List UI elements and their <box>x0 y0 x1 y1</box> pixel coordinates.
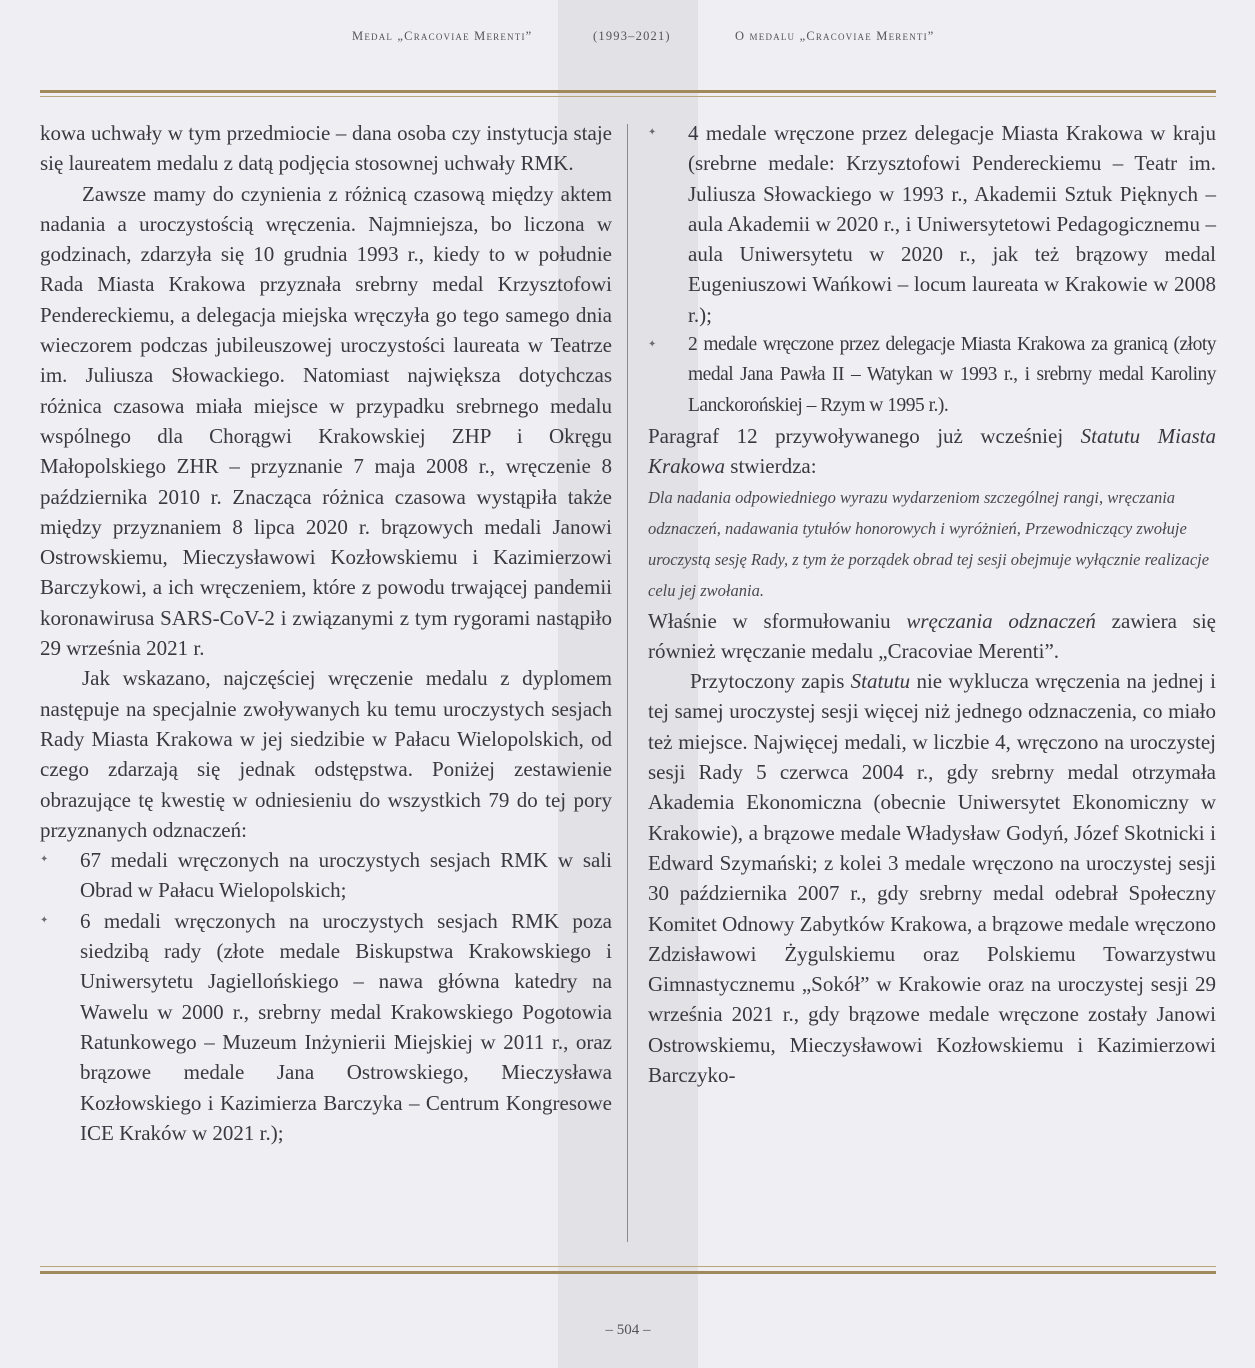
list-item: ✦ 67 medali wręczonych na uroczystych sesjach RMK w sali Obrad w Pałacu Wielopolskich; <box>40 845 612 906</box>
list-item: ✦ 4 medale wręczone przez delegacje Miasta Krakowa w kraju (srebrne medale: Krzysztofowi Pendereckiemu – Teatr im. Juliusza Słowackiego w 1993 r., Akademii Sztuk Pięknych – aula Akademii w 2020 r., i Uniwersytetowi Pedagogicznemu – aula Uniwersytetu w 2020 r., jak też brązowy medal Eugeniuszowi Wańkowi – locum laureata w Krakowie w 2008 r.); <box>648 118 1216 330</box>
multiple-medals-text-end: nie wyklucza wręczenia na jednej i tej samej uroczystej sesji więcej niż jednego odznaczenia, co miało też miejsce. Najwięcej medali, w liczbie 4, wręczono na uroczystej sesji Rady 5 czerwca 2004 r., gdy srebrny medal otrzymała Akademia Ekonomiczna (obecnie Uniwersytet Ekonomiczny w Krakowie), a brązowe medale Władysław Godyń, Józef Skotnicki i Edward Szymański; z kolei 3 medale wręczono na uroczystej sesji 30 października 2007 r., gdy srebrny medal odebrał Społeczny Komitet Odnowy Zabytków Krakowa, a brązowe medale wręczono Zdzisławowi Żygulskiemu oraz Polskiemu Towarzystwu Gimnastycznemu „Sokół” w Krakowie oraz na uroczystej sesji 29 września 2021 r., gdy brązowe medale wręczone zostały Janowi Ostrowskiemu, Mieczysławowi Kozłowskiemu i Kazimierzowi Barczyko- <box>648 669 1216 1088</box>
header-rule-thick <box>40 90 1216 93</box>
header-rule-thin <box>40 96 1216 97</box>
paragraph-time-difference: Zawsze mamy do czynienia z różnicą czasową między aktem nadania a uroczystością wręczenia. Najmniejsza, bo liczona w godzinach, zdarzyła się 10 grudnia 1993 r., kiedy to w południe Rada Miasta Krakowa przyznała srebrny medal Krzysztofowi Pendereckiemu, a delegacja miejska wręczyła go tego samego dnia wieczorem podczas jubileuszowej uroczystości laureata w Teatrze im. Juliusza Słowackiego. Natomiast największa dotychczas różnica czasowa miała miejsce w przypadku srebrnego medalu wspólnego dla Chorągwi Krakowskiej ZHP i Okręgu Małopolskiego ZHR – przyznanie 7 maja 2008 r., wręczenie 8 października 2010 r. Znacząca różnica czasowa wystąpiła także między przyznaniem 8 lipca 2020 r. brązowych medali Janowi Ostrowskiemu, Mieczysławowi Kozłowskiemu i Kazimierzowi Barczykowi, a ich wręczeniem, które z powodu trwającej pandemii koronawirusa SARS-CoV-2 i związanymi z tym rygorami nastąpiło 29 września 2021 r. <box>40 181 612 661</box>
statute-intro-text: Paragraf 12 przywoływanego już wcześniej <box>648 423 1081 448</box>
paragraph-continuation: kowa uchwały w tym przedmiocie – dana osoba czy instytucja staje się laureatem medalu z datą podjęcia stosownej uchwały RMK. <box>40 121 612 176</box>
bullet-list-right <box>648 118 1216 421</box>
paragraph-interpretation <box>648 606 1216 667</box>
footer-rule-thick <box>40 1271 1216 1274</box>
paragraph-ceremony-locations: Jak wskazano, najczęściej wręczenie medalu z dyplomem następuje na specjalnie zwoływanych ku temu uroczystych sesjach Rady Miasta Krakowa w jej siedzibie w Pałacu Wielopolskich, od czego zdarzają się jednak odstępstwa. Poniżej zestawienie obrazujące tę kwestię w odniesieniu do wszystkich 79 do tej pory przyznanych odznaczeń: <box>40 666 612 842</box>
paragraph-statute-intro <box>648 421 1216 482</box>
right-column <box>648 118 1216 1090</box>
page-number: – 504 – <box>605 1322 651 1338</box>
interpretation-emphasis: wręczania odznaczeń <box>906 608 1096 633</box>
running-head-right: O medalu „Cracoviae Merenti” <box>735 29 935 43</box>
left-column <box>40 118 612 1148</box>
list-item: ✦ 6 medali wręczonych na uroczystych sesjach RMK poza siedzibą rady (złote medale Biskupstwa Krakowskiego i Uniwersytetu Jagiellońskiego – nawa główna katedry na Wawelu w 2000 r., srebrny medal Krakowskiego Pogotowia Ratunkowego – Muzeum Inżynierii Miejskiej w 2011 r., oraz brązowe medale Jana Ostrowskiego, Mieczysława Kozłowskiego i Kazimierza Barczyka – Centrum Kongresowe ICE Kraków w 2021 r.); <box>40 906 612 1148</box>
statute-title: Statutu Miasta Krakowa <box>648 423 1217 479</box>
statute-quote: Dla nadania odpowiedniego wyrazu wydarzeniom szczególnej rangi, wręczania odznaczeń, nadawania tytułów honorowych i wyróżnień, Przewodniczący zwołuje uroczystą sesję Rady, z tym że porządek obrad tej sesji obejmuje wyłącznie realizacje celu jej zwołania. <box>648 487 1210 600</box>
running-head-left: Medal „Cracoviae Merenti” <box>352 29 533 43</box>
list-item: ✦ 2 medale wręczone przez delegacje Miasta Krakowa za granicą (złoty medal Jana Pawła II – Watykan w 1993 r., i srebrny medal Karoliny Lanckorońskiej – Rzym w 1995 r.). <box>648 330 1216 421</box>
interpretation-text: Właśnie w sformułowaniu <box>648 608 907 633</box>
running-head-center: (1993–2021) <box>593 29 671 43</box>
column-divider <box>627 124 628 1242</box>
statute-reference: Statutu <box>850 669 911 694</box>
multiple-medals-text: Przytoczony zapis <box>690 669 851 694</box>
interpretation-text-end: zawiera się również wręczanie medalu „Cracoviae Merenti”. <box>648 608 1216 663</box>
statute-intro-end: stwierdza: <box>725 454 817 479</box>
footer-rule-thin <box>40 1266 1216 1267</box>
paragraph-multiple-medals <box>648 666 1216 1090</box>
bullet-list-left <box>40 845 612 1148</box>
